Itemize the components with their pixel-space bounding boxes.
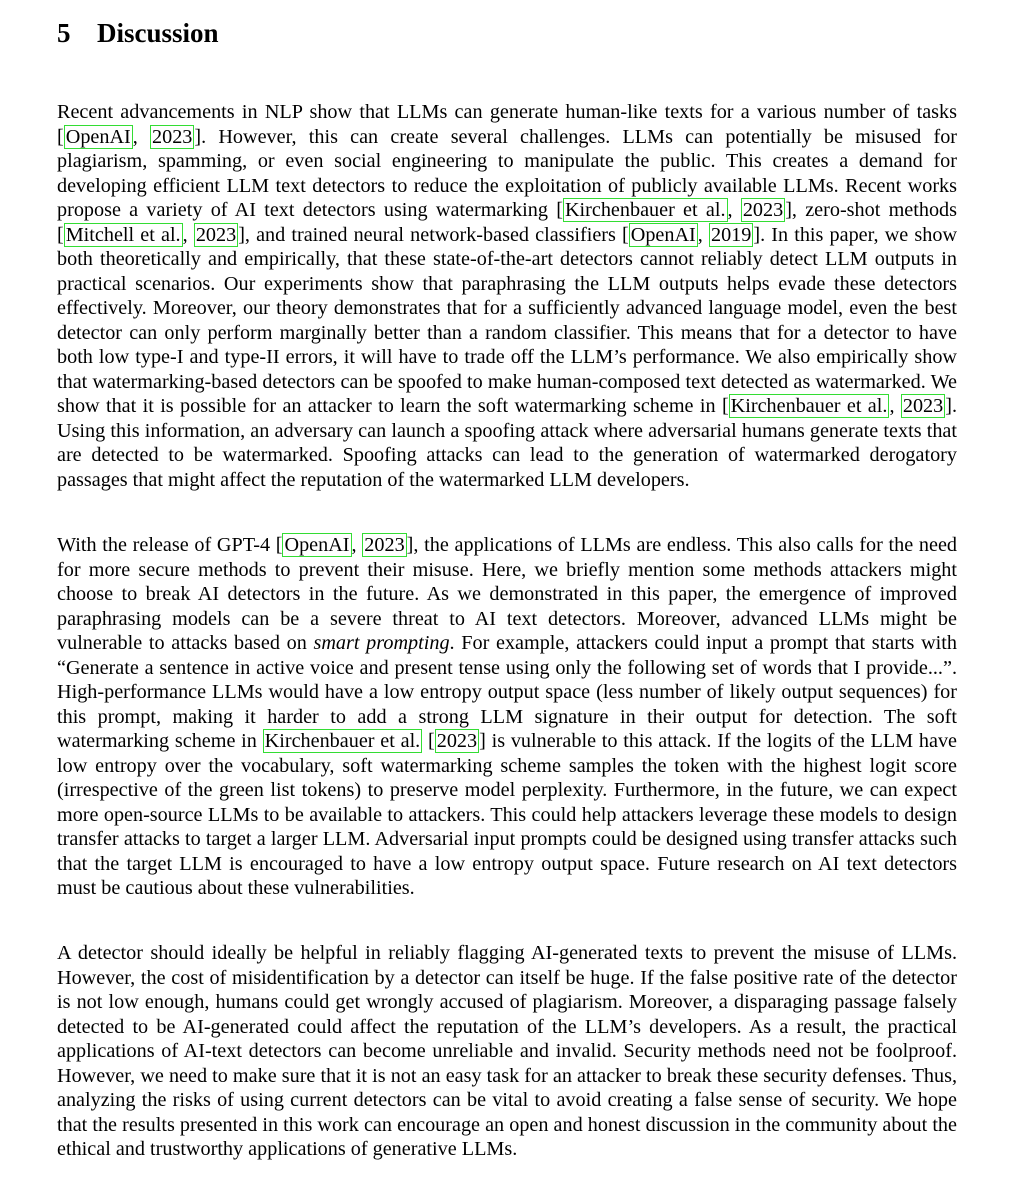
text-run: . For example, attackers could input a prompt that starts with “Generate a sentence in active voice and present tense using only the following set of words that I provide...”. High-performance LLMs would have a low entropy output space (less number of likely output sequences) for this prompt, making it harder to add a strong LLM signature in their output for detection. The soft watermarking scheme in (57, 632, 957, 753)
text-run: ] is vulnerable to this attack. If the logits of the LLM have low entropy over the vocabulary, soft watermarking scheme samples the token with the highest logit score (irrespective of the green list tokens) to preserve model perplexity. Furthermore, in the future, we can expect more open-source LLMs to be available to attackers. This could help attackers leverage these models to design transfer attacks to target a larger LLM. Adversarial input prompts could be designed using transfer attacks such that the target LLM is encouraged to have a low entropy output space. Future research on AI text detectors must be cautious about these vulnerabilities. (57, 730, 957, 900)
text-run: , (182, 223, 194, 246)
citation-link[interactable]: 2023 (364, 534, 405, 556)
citation-link[interactable]: Mitchell et al. (65, 223, 181, 246)
section-number: 5 (57, 18, 71, 48)
section-heading (57, 16, 219, 50)
text-run: ]. However, this can create several challenges. LLMs can potentially be misused for plagiarism, spamming, or even social engineering to manipulate the public. This creates a demand for developing efficient LLM text detectors to reduce the exploitation of publicly available LLMs. Recent works propose a variety of AI text detectors using watermarking [ (57, 125, 958, 222)
text-run: ], the applications of LLMs are endless. This also calls for the need for more secure methods to prevent their misuse. Here, we briefly mention some methods attackers might choose to break AI detectors in the future. As we demonstrated in this paper, the emergence of improved paraphrasing models can be a severe threat to AI text detectors. Moreover, advanced LLMs might be vulnerable to attacks based on (57, 534, 958, 655)
citation-link[interactable]: Kirchenbauer et al. (730, 395, 888, 418)
citation-link[interactable]: Kirchenbauer et al. (264, 730, 421, 753)
text-run: , (727, 199, 741, 222)
citation-link[interactable]: 2023 (152, 125, 193, 148)
text-run: , (351, 534, 363, 556)
citation-link[interactable]: 2023 (742, 199, 784, 222)
citation-link[interactable]: OpenAI (284, 534, 350, 556)
paragraph-2 (57, 533, 957, 901)
text-run: , (132, 125, 151, 148)
emphasis-text: smart prompting (313, 632, 450, 655)
text-run: A detector should ideally be helpful in reliably flagging AI-generated texts to prevent the misuse of LLMs. However, the cost of misidentification by a detector can itself be huge. If the false positive rate of the detector is not low enough, humans could get wrongly accused of plagiarism. Moreover, a disparaging passage falsely detected to be AI-generated could affect the reputation of the LLM’s developers. As a result, the practical applications of AI-text detectors can become unreliable and invalid. Security methods need not be foolproof. However, we need to make sure that it is not an easy task for an attacker to break these security defenses. Thus, analyzing the risks of using current detectors can be vital to avoid creating a false sense of security. We hope that the results presented in this work can encourage an open and honest discussion in the community about the ethical and trustworthy applications of generative LLMs. (57, 942, 957, 1161)
citation-link[interactable]: Kirchenbauer et al. (564, 199, 726, 222)
paragraph-3 (57, 941, 957, 1162)
text-run: [ (422, 730, 435, 753)
section-title: Discussion (97, 18, 219, 48)
text-run: ], zero-shot methods [ (57, 199, 957, 246)
text-run: , (889, 395, 901, 418)
text-run: Recent advancements in NLP show that LLMs can generate human-like texts for a various number of tasks [ (57, 101, 957, 148)
citation-link[interactable]: 2023 (436, 730, 478, 753)
paragraph-1 (57, 100, 957, 493)
citation-link[interactable]: 2019 (710, 223, 752, 246)
citation-link[interactable]: OpenAI (630, 223, 696, 246)
text-run: , (697, 223, 709, 246)
text-run: ]. Using this information, an adversary can launch a spoofing attack where adversarial humans generate texts that are detected to be watermarked. Spoofing attacks can lead to the generation of watermarked derogatory passages that might affect the reputation of the watermarked LLM developers. (57, 395, 957, 491)
citation-link[interactable]: 2023 (195, 223, 237, 246)
text-run: With the release of GPT-4 [ (57, 534, 283, 556)
text-run: ], and trained neural network-based classifiers [ (238, 223, 629, 246)
text-run: ]. In this paper, we show both theoretically and empirically, that these state-of-the-art detectors cannot reliably detect LLM outputs in practical scenarios. Our experiments show that paraphrasing the LLM outputs helps evade these detectors effectively. Moreover, our theory demonstrates that for a sufficiently advanced language model, even the best detector can only perform marginally better than a random classifier. This means that for a detector to have both low type-I and type-II errors, it will have to trade off the LLM’s performance. We also empirically show that watermarking-based detectors can be spoofed to make human-composed text detected as watermarked. We show that it is possible for an attacker to learn the soft watermarking scheme in [ (57, 223, 958, 418)
citation-link[interactable]: 2023 (902, 395, 944, 418)
citation-link[interactable]: OpenAI (65, 125, 131, 148)
